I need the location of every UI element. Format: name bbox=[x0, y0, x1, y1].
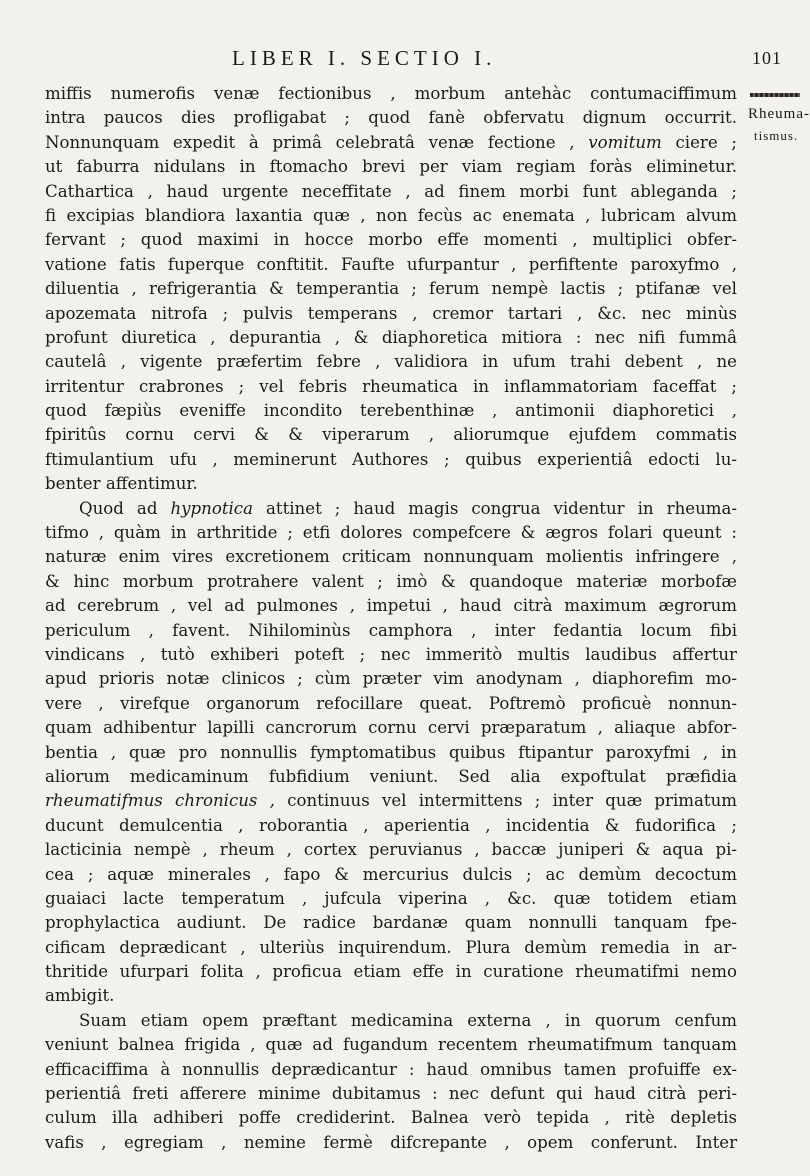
text-line: vindicans , tutò exhiberi poteft ; nec immeritò multis laudibus affertur bbox=[45, 644, 737, 664]
text-line bbox=[45, 131, 737, 155]
text-line: bentia , quæ pro nonnullis fymptomatibus quibus ftipantur paroxyfmi , in bbox=[45, 742, 737, 762]
text-line: quam adhibentur lapilli cancrorum cornu cervi præparatum , aliaque abfor- bbox=[45, 718, 737, 738]
text-line: quod fæpiùs eveniffe incondito terebenthinæ , antimonii diaphoretici , bbox=[45, 401, 737, 421]
text-line: benter affentimur. bbox=[45, 474, 198, 494]
text-line: fi excipias blandiora laxantia quæ , non fecùs ac enemata , lubricam alvum bbox=[45, 205, 737, 225]
text-line: & hinc morbum protrahere valent ; imò & quandoque materiæ morbofæ bbox=[45, 571, 737, 591]
text-line: ambigit. bbox=[45, 986, 115, 1006]
text-line: ad cerebrum , vel ad pulmones , impetui , haud citrà maximum ægrorum bbox=[45, 596, 737, 616]
text-line: Suam etiam opem præftant medicamina externa , in quorum cenfum bbox=[79, 1010, 737, 1030]
marginal-rule bbox=[750, 93, 800, 97]
italic-term: hypnotica bbox=[170, 498, 253, 518]
text-line: apud prioris notæ clinicos ; cùm præter vim anodynam , diaphorefim mo- bbox=[45, 669, 737, 689]
text-line: fpiritûs cornu cervi & & viperarum , aliorumque ejufdem commatis bbox=[45, 425, 737, 445]
text-line: culum illa adhiberi poffe crediderint. Balnea verò tepida , ritè depletis bbox=[45, 1108, 737, 1128]
text-line: cea ; aquæ minerales , fapo & mercurius dulcis ; ac demùm decoctum bbox=[45, 864, 737, 884]
marginal-note bbox=[748, 103, 810, 147]
marginal-note-line-1: Rheuma- bbox=[748, 106, 810, 122]
text-line: vere , virefque organorum refocillare queat. Poftremò proficuè nonnun- bbox=[45, 693, 737, 713]
text-line: cificam deprædicant , ulteriùs inquirendum. Plura demùm remedia in ar- bbox=[45, 937, 737, 957]
running-head bbox=[232, 46, 682, 71]
text-line: naturæ enim vires excretionem criticam nonnunquam molientis infringere , bbox=[45, 547, 737, 567]
text-line: irritentur crabrones ; vel febris rheumatica in inflammatoriam faceffat ; bbox=[45, 376, 737, 396]
text-line: perientiâ freti afferere minime dubitamus : nec defunt qui haud citrà peri- bbox=[45, 1084, 737, 1104]
text-line bbox=[45, 789, 737, 813]
text-line: lacticinia nempè , rheum , cortex peruvianus , baccæ juniperi & aqua pi- bbox=[45, 840, 737, 860]
text-line: miffis numerofis venæ fectionibus , morbum antehàc contumaciffimum bbox=[45, 84, 737, 103]
text-line: diluentia , refrigerantia & temperantia ; ferum nempè lactis ; ptifanæ vel bbox=[45, 279, 737, 299]
body-text bbox=[45, 82, 737, 1155]
italic-term: vomitum bbox=[588, 132, 662, 152]
text-line: vatione fatis fuperque conftitit. Faufte ufurpantur , perfiftente paroxyfmo , bbox=[45, 254, 737, 274]
text-line: ducunt demulcentia , roborantia , aperientia , incidentia & fudorifica ; bbox=[45, 815, 737, 835]
text-line: periculum , favent. Nihilominùs camphora , inter fedantia locum fibi bbox=[45, 620, 737, 640]
text-line: fervant ; quod maximi in hocce morbo effe momenti , multiplici obfer- bbox=[45, 230, 737, 250]
text-line: cautelâ , vigente præfertim febre , validiora in ufum trahi debent , ne bbox=[45, 352, 737, 372]
text-line: tifmo , quàm in arthritide ; etfi dolores compefcere & ægros folari queunt : bbox=[45, 523, 737, 543]
text-line: veniunt balnea frigida , quæ ad fugandum recentem rheumatifmum tanquam bbox=[45, 1035, 737, 1055]
text-line: Cathartica , haud urgente neceffitate , ad finem morbi funt ableganda ; bbox=[45, 181, 737, 201]
text-run: ciere ; bbox=[661, 132, 737, 152]
text-run: Nonnunquam expedit à primâ celebratâ venæ fectione , bbox=[45, 132, 589, 152]
running-title: LIBER I. SECTIO I. bbox=[232, 46, 497, 70]
text-line: intra paucos dies profligabat ; quod fanè obfervatu dignum occurrit. bbox=[45, 108, 737, 128]
text-line bbox=[45, 497, 737, 521]
text-line: vafis , egregiam , nemine fermè difcrepante , opem conferunt. Inter bbox=[45, 1132, 737, 1152]
text-line: apozemata nitrofa ; pulvis temperans , cremor tartari , &c. nec minùs bbox=[45, 303, 737, 323]
text-line: guaiaci lacte temperatum , jufcula viperina , &c. quæ totidem etiam bbox=[45, 888, 737, 908]
text-run: Quod ad bbox=[79, 498, 171, 518]
marginal-note-line-2: tismus. bbox=[754, 128, 799, 143]
text-line: aliorum medicaminum fubfidium veniunt. Sed alia expoftulat præfidia bbox=[45, 766, 737, 786]
text-line: efficaciffima à nonnullis deprædicantur : haud omnibus tamen profuiffe ex- bbox=[45, 1059, 737, 1079]
text-line: thritide ufurpari folita , proficua etiam effe in curatione rheumatifmi nemo bbox=[45, 962, 737, 982]
text-run: attinet ; haud magis congrua videntur in rheuma- bbox=[253, 498, 737, 518]
italic-term: rheumatifmus chronicus , bbox=[45, 791, 275, 811]
page-number: 101 bbox=[752, 48, 782, 68]
text-run: continuus vel intermittens ; inter quæ primatum bbox=[274, 791, 737, 811]
text-line: profunt diuretica , depurantia , & diaphoretica mitiora : nec nifi fummâ bbox=[45, 327, 737, 347]
text-line: prophylactica audiunt. De radice bardanæ quam nonnulli tanquam fpe- bbox=[45, 913, 737, 933]
text-line: ftimulantium ufu , meminerunt Authores ; quibus experientiâ edocti lu- bbox=[45, 449, 737, 469]
text-line: ut faburra nidulans in ftomacho brevi per viam regiam foràs eliminetur. bbox=[45, 157, 737, 177]
